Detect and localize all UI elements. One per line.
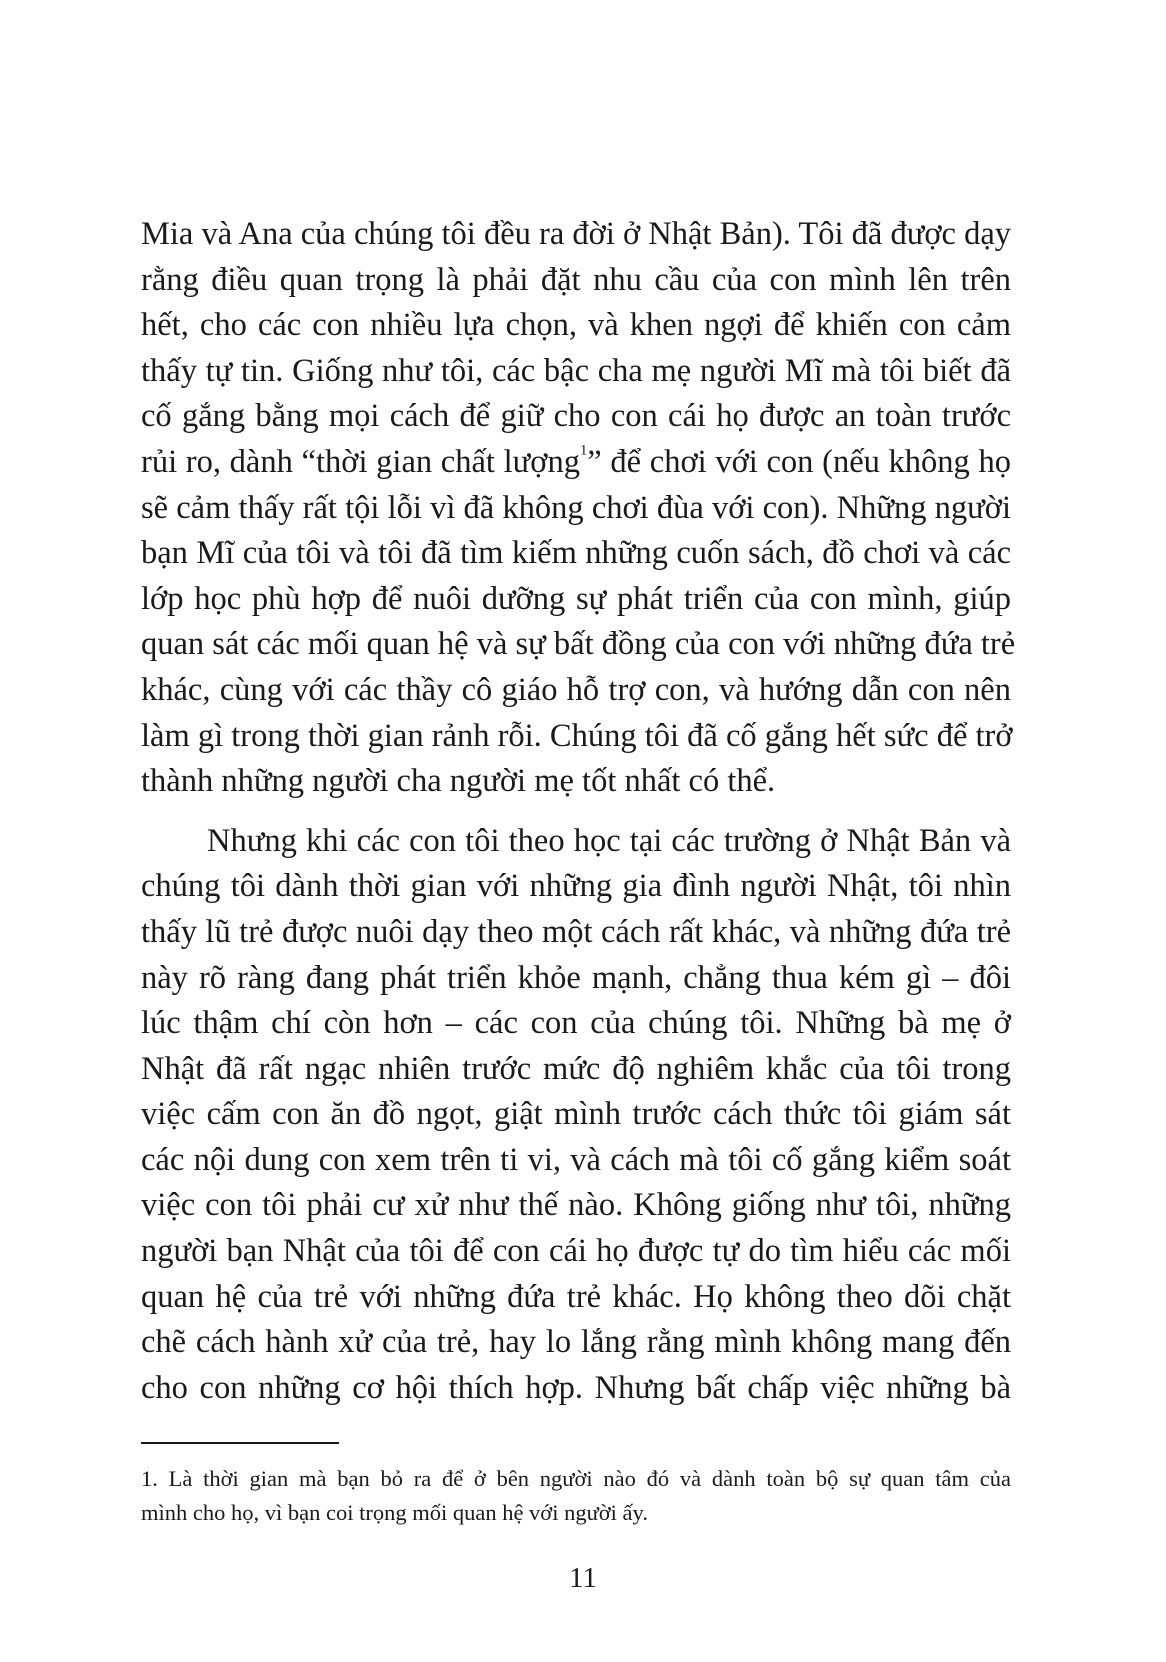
text-line: thấy lũ trẻ được nuôi dạy theo một cách rất khác, và những đứa trẻ: [141, 913, 1011, 950]
text-line: thành những người cha người mẹ tốt nhất có thể.: [141, 763, 776, 800]
text-segment: rủi ro, dành “thời gian chất lượng: [141, 443, 580, 480]
text-line: lúc thậm chí còn hơn – các con của chúng tôi. Những bà mẹ ở: [141, 1005, 1011, 1042]
text-line: người bạn Nhật của tôi để con cái họ được tự do tìm hiểu các mối: [141, 1233, 1011, 1270]
text-line: khác, cùng với các thầy cô giáo hỗ trợ con, và hướng dẫn con nên: [141, 671, 1011, 708]
main-text: [141, 212, 1016, 1411]
footnote-divider: [141, 1442, 339, 1444]
text-line-with-footnote: [141, 440, 1011, 486]
text-line: việc con tôi phải cư xử như thế nào. Không giống như tôi, những: [141, 1187, 1011, 1224]
paragraph-gap: [141, 805, 1011, 819]
text-line: việc cấm con ăn đồ ngọt, giật mình trước cách thức tôi giám sát: [141, 1096, 1011, 1133]
footnote-line: 1. Là thời gian mà bạn bỏ ra để ở bên người nào đó và dành toàn bộ sự quan tâm của: [141, 1466, 1011, 1491]
text-line: quan sát các mối quan hệ và sự bất đồng của con với những đứa trẻ: [141, 626, 1016, 663]
text-line: chẽ cách hành xử của trẻ, hay lo lắng rằng mình không mang đến: [141, 1324, 1011, 1361]
text-line: Nhật đã rất ngạc nhiên trước mức độ nghiêm khắc của tôi trong: [141, 1050, 1011, 1087]
text-line: các nội dung con xem trên ti vi, và cách mà tôi cố gắng kiểm soát: [141, 1141, 1011, 1178]
page-number: 11: [569, 1562, 597, 1594]
text-line: sẽ cảm thấy rất tội lỗi vì đã không chơi đùa với con). Những người: [141, 489, 1011, 526]
text-segment: ” để chơi với con (nếu không họ: [587, 443, 1011, 480]
text-line: quan hệ của trẻ với những đứa trẻ khác. Họ không theo dõi chặt: [141, 1278, 1011, 1315]
paragraph-2: [141, 819, 1011, 1412]
text-line: này rõ ràng đang phát triển khỏe mạnh, chẳng thua kém gì – đôi: [141, 959, 1011, 996]
text-line: cho con những cơ hội thích hợp. Nhưng bất chấp việc những bà: [141, 1369, 1011, 1406]
text-line: làm gì trong thời gian rảnh rỗi. Chúng tôi đã cố gắng hết sức để trở: [141, 717, 1013, 754]
text-line: cố gắng bằng mọi cách để giữ cho con cái họ được an toàn trước: [141, 398, 1011, 435]
paragraph-1: [141, 212, 1016, 805]
text-line: Nhưng khi các con tôi theo học tại các trường ở Nhật Bản và: [207, 822, 1011, 859]
text-line: thấy tự tin. Giống như tôi, các bậc cha mẹ người Mĩ mà tôi biết đã: [141, 352, 1011, 389]
text-line: chúng tôi dành thời gian với những gia đình người Nhật, tôi nhìn: [141, 868, 1011, 905]
text-line: rằng điều quan trọng là phải đặt nhu cầu của con mình lên trên: [141, 261, 1011, 298]
text-line: hết, cho các con nhiều lựa chọn, và khen ngợi để khiến con cảm: [141, 307, 1011, 344]
text-line: Mia và Ana của chúng tôi đều ra đời ở Nhật Bản). Tôi đã được dạy: [141, 216, 1012, 252]
text-line: lớp học phù hợp để nuôi dưỡng sự phát triển của con mình, giúp: [141, 580, 1011, 617]
footnote: [141, 1462, 1011, 1530]
footnote-line: mình cho họ, vì bạn coi trọng mối quan hệ với người ấy.: [141, 1500, 648, 1525]
text-line: bạn Mĩ của tôi và tôi đã tìm kiếm những cuốn sách, đồ chơi và các: [141, 535, 1011, 572]
footnote-marker: 1: [579, 442, 588, 459]
